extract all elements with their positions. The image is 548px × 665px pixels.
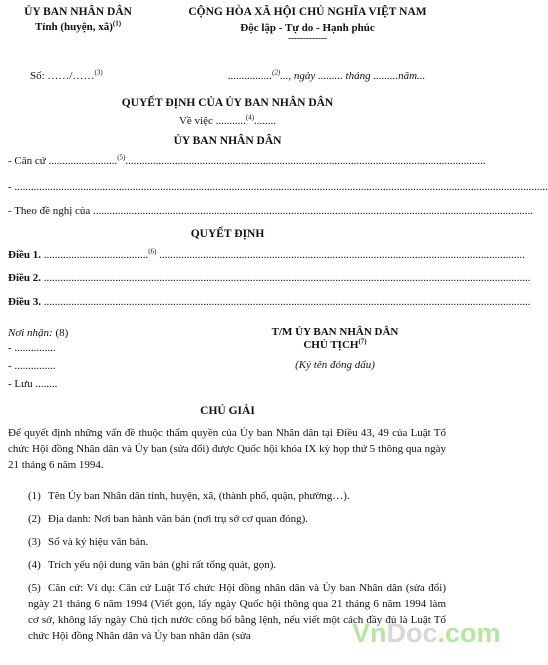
note-item: (4) Trích yếu nội dung văn bản (ghi rất tổng quát, gọn). (28, 559, 277, 571)
recipient-item: - Lưu ........ (8, 378, 58, 390)
decision-heading: QUYẾT ĐỊNH (190, 228, 265, 240)
note-item: (2) Địa danh: Nơi ban hành văn bản (nơi trụ sở cơ quan đóng). (28, 513, 309, 525)
note-item: (5) Căn cứ: Ví dụ: Căn cứ Luật Tổ chức Hội đồng nhân dân và Ủy ban Nhân dân (sửa đổi) ngày 21 tháng 6 năm 1994 (Viết gọn, lấy ngày Quốc hội thông qua 21 tháng 6 năm 1994 làm cơ sở, không lấy ngày Chủ tịch nước công bố bằng lệnh, nếu viết một cách đầy đủ là Luật Tổ chức Hội đồng Nhân dân và Ủy ban nhân dân (sửa (28, 582, 446, 642)
notes-heading: CHÚ GIẢI (200, 405, 255, 417)
basis-line: - Căn cứ .........................$^{(5)}$................................................................................................................................... (8, 153, 486, 167)
notes-intro: Để quyết định những vấn đề thuộc thẩm quyền của Ủy ban Nhân dân tại Điều 43, 49 của Luật Tổ chức Hội đồng Nhân dân và Ủy ban (sửa đổi) được Quốc hội khóa IX kỳ họp thứ 5 thông qua ngày 21 tháng 6 năm 1994. (8, 427, 446, 471)
issuer-name: ỦY BAN NHÂN DÂN (24, 6, 132, 18)
basis-line: - Theo đề nghị của ................................................................................................................................................................ (8, 205, 534, 217)
article-line: Điều 2. ................................................................................................................................................................................. (8, 272, 531, 284)
signature-title: CHỦ TỊCH$^{(7)}$ (303, 337, 367, 351)
article-line: Điều 1. ......................................$^{(6)}$ ..................................................................................................................................... (8, 247, 525, 261)
note-item: (1) Tên Ủy ban Nhân dân tỉnh, huyện, xã, (thành phố, quận, phường…). (28, 490, 350, 502)
body-heading: ỦY BAN NHÂN DÂN (173, 135, 282, 147)
national-motto: Độc lập - Tự do - Hạnh phúc (240, 22, 375, 34)
signature-org: T/M ỦY BAN NHÂN DÂN (271, 326, 399, 338)
place-date: ................$^{(2)}$..., ngày ......... tháng .........năm... (228, 68, 426, 82)
subject-line: Về việc ...........$^{(4)}$........ (178, 113, 277, 127)
recipients-label: Nơi nhận: (8) (8, 327, 69, 339)
national-title: CỘNG HÒA XÃ HỘI CHỦ NGHĨA VIỆT NAM (188, 6, 427, 18)
document-title: QUYẾT ĐỊNH CỦA ỦY BAN NHÂN DÂN (121, 97, 334, 109)
basis-line: - .................................................................................................................................................................................................. (8, 181, 548, 193)
recipient-item: - ............... (8, 342, 56, 354)
article-line: Điều 3. ................................................................................................................................................................................. (8, 296, 531, 308)
recipient-item: - ............... (8, 360, 56, 372)
watermark-logo: VnDoc.com (352, 618, 501, 648)
signature-note: (Ký tên đóng dấu) (295, 359, 375, 371)
issuer-level: Tỉnh (huyện, xã)$^{(1)}$ (34, 19, 122, 33)
document-number: Số: ……/……$^{(3)}$ (30, 68, 103, 82)
note-item: (3) Số và ký hiệu văn bản. (28, 536, 149, 548)
motto-rule: ------------- (288, 33, 327, 43)
